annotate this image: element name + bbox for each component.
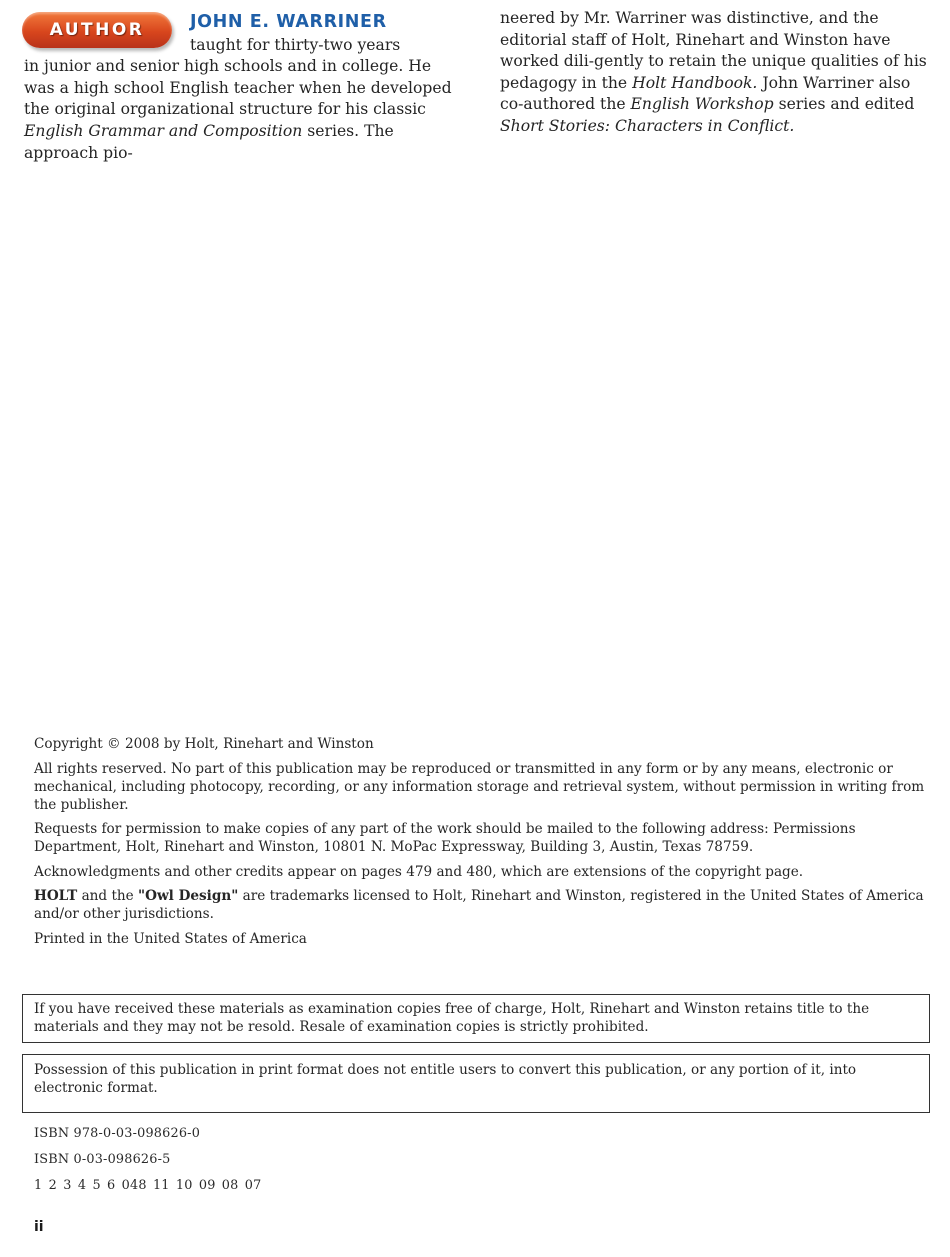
bio-text: series and edited bbox=[773, 95, 915, 114]
book-title-short-stories: Short Stories: Characters in Conflict. bbox=[500, 116, 795, 135]
page-number: ii bbox=[34, 1219, 44, 1235]
bio-text: neered by Mr. Warriner was distinctive, and the editorial staff of Holt, Rinehart and Winston have worked dili-gently to retain the unique qualities of his pedagogy in the bbox=[500, 9, 927, 92]
printing-line: 1 2 3 4 5 6 048 11 10 09 08 07 bbox=[34, 1178, 262, 1193]
printed-in: Printed in the United States of America bbox=[34, 930, 307, 947]
exam-copies-notice: If you have received these materials as examination copies free of charge, Holt, Rinehart and Winston retains title to the materials and they may not be resold. Resale of examination copies is strictly prohibited. bbox=[22, 994, 930, 1043]
acknowledgments: Acknowledgments and other credits appear on pages 479 and 480, which are extensions of the copyright page. bbox=[34, 863, 804, 880]
trademark-owl-design: "Owl Design" bbox=[138, 888, 239, 904]
bio-first-line: taught for thirty-two years bbox=[190, 35, 401, 54]
permissions-request: Requests for permission to make copies of any part of the work should be mailed to the following address: Permissions Department, Holt, Rinehart and Winston, 10801 N. MoPac Expressway, Building 3, Austin, Texas 78759. bbox=[34, 821, 856, 855]
book-title-workshop: English Workshop bbox=[630, 95, 774, 114]
author-bio-left-column bbox=[24, 12, 460, 164]
book-title-grammar: English Grammar and Composition bbox=[24, 121, 303, 140]
bio-text: series. The approach pio- bbox=[24, 121, 394, 162]
copyright-block bbox=[34, 735, 940, 954]
isbn-10: ISBN 0-03-098626-5 bbox=[34, 1152, 171, 1167]
book-title-handbook: Holt Handbook. bbox=[632, 73, 758, 92]
author-badge bbox=[22, 12, 174, 52]
isbn-13: ISBN 978-0-03-098626-0 bbox=[34, 1126, 201, 1141]
copyright-line: Copyright © 2008 by Holt, Rinehart and Winston bbox=[34, 736, 374, 752]
rights-reserved: All rights reserved. No part of this publication may be reproduced or transmitted in any form or by any means, electronic or mechanical, including photocopy, recording, or any information storage and retrieval system, without permission in writing from the publisher. bbox=[34, 760, 925, 813]
author-badge-label: AUTHOR bbox=[49, 20, 145, 40]
author-bio-right-column bbox=[500, 8, 936, 138]
bio-text: in junior and senior high schools and in college. He was a high school English teacher when he developed the original organizational structure for his classic bbox=[24, 57, 452, 119]
electronic-format-notice: Possession of this publication in print format does not entitle users to convert this publication, or any portion of it, into electronic format. bbox=[22, 1054, 930, 1113]
bio-text: John Warriner also co-authored the bbox=[500, 73, 911, 114]
author-name: JOHN E. WARRINER bbox=[190, 12, 387, 32]
trademark-text: and the bbox=[77, 888, 139, 904]
trademark-holt: HOLT bbox=[34, 888, 78, 904]
trademark-notice bbox=[34, 887, 940, 923]
trademark-text: are trademarks licensed to Holt, Rinehart and Winston, registered in the United States of America and/or other jurisdictions. bbox=[34, 888, 924, 922]
